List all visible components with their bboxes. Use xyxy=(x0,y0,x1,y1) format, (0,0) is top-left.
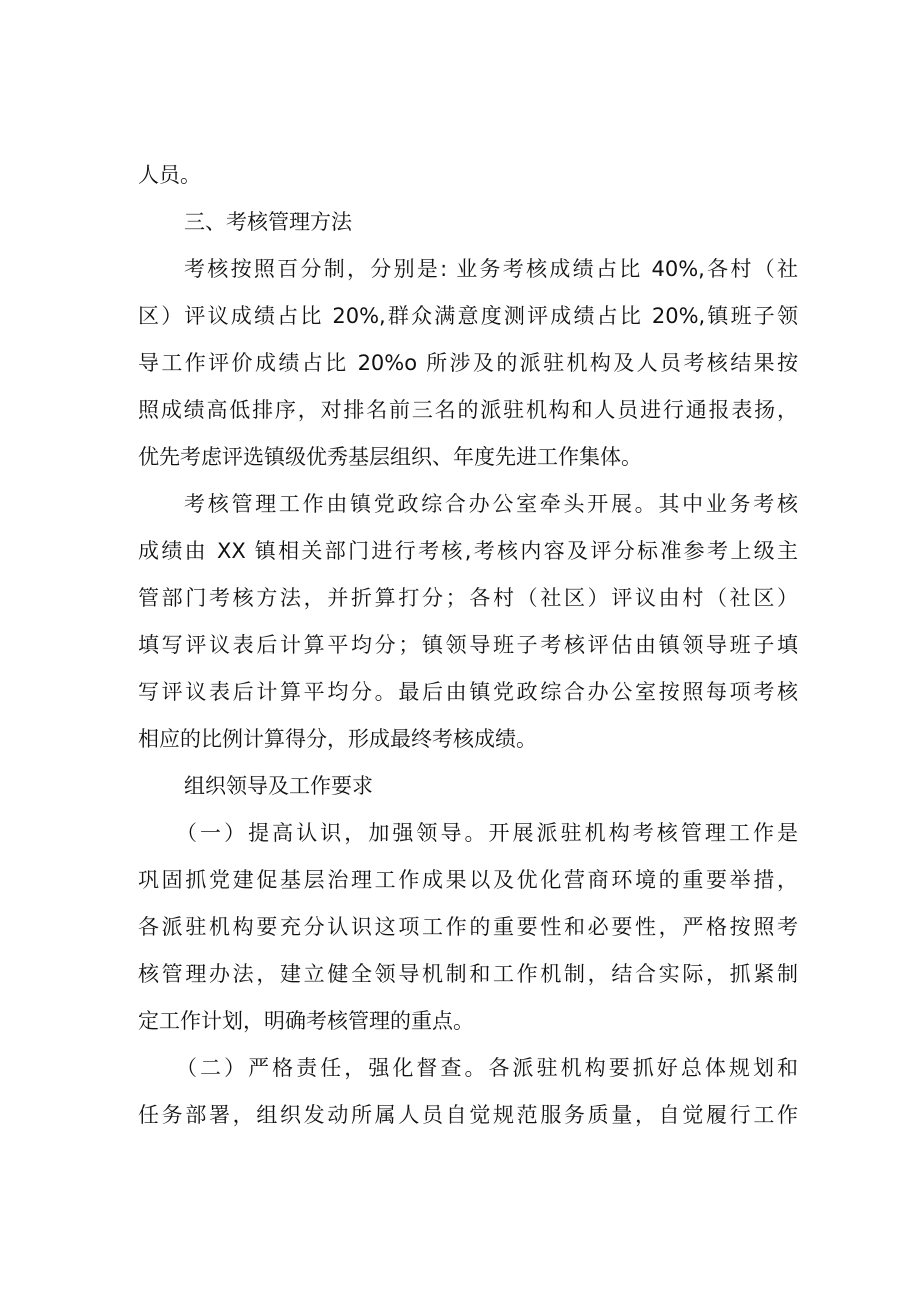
text-line: 核管理办法，建立健全领导机制和工作机制，结合实际，抓紧制 xyxy=(138,962,798,986)
text-line: 相应的比例计算得分，形成最终考核成绩。 xyxy=(138,727,537,751)
text-line: 区）评议成绩占比 20%,群众满意度测评成绩占比 20%,镇班子领 xyxy=(138,304,798,328)
text-line: 导工作评价成绩占比 20%o 所涉及的派驻机构及人员考核结果按 xyxy=(138,351,798,375)
text-line: 人员。 xyxy=(138,163,201,187)
text-line: 成绩由 XX 镇相关部门进行考核,考核内容及评分标准参考上级主 xyxy=(138,539,798,563)
text-line: 照成绩高低排序，对排名前三名的派驻机构和人员进行通报表扬， xyxy=(138,398,798,422)
text-line: （二）严格责任，强化督查。各派驻机构要抓好总体规划和 xyxy=(176,1056,798,1080)
text-line: 考核管理工作由镇党政综合办公室牵头开展。其中业务考核 xyxy=(184,492,798,516)
text-line: 写评议表后计算平均分。最后由镇党政综合办公室按照每项考核 xyxy=(138,680,798,704)
text-line: 考核按照百分制，分别是: 业务考核成绩占比 40%,各村（社 xyxy=(184,257,798,281)
text-line: 定工作计划，明确考核管理的重点。 xyxy=(138,1009,474,1033)
text-line: 管部门考核方法，并折算打分；各村（社区）评议由村（社区） xyxy=(138,586,798,610)
text-line: 任务部署，组织发动所属人员自觉规范服务质量，自觉履行工作 xyxy=(138,1103,798,1127)
text-line: 优先考虑评选镇级优秀基层组织、年度先进工作集体。 xyxy=(138,445,642,469)
text-line: 巩固抓党建促基层治理工作成果以及优化营商环境的重要举措， xyxy=(138,868,798,892)
text-line: 各派驻机构要充分认识这项工作的重要性和必要性，严格按照考 xyxy=(138,915,798,939)
section-heading: 组织领导及工作要求 xyxy=(184,774,373,798)
text-line: （一）提高认识，加强领导。开展派驻机构考核管理工作是 xyxy=(176,821,798,845)
text-line: 填写评议表后计算平均分；镇领导班子考核评估由镇领导班子填 xyxy=(138,633,798,657)
section-heading: 三、考核管理方法 xyxy=(184,210,352,234)
